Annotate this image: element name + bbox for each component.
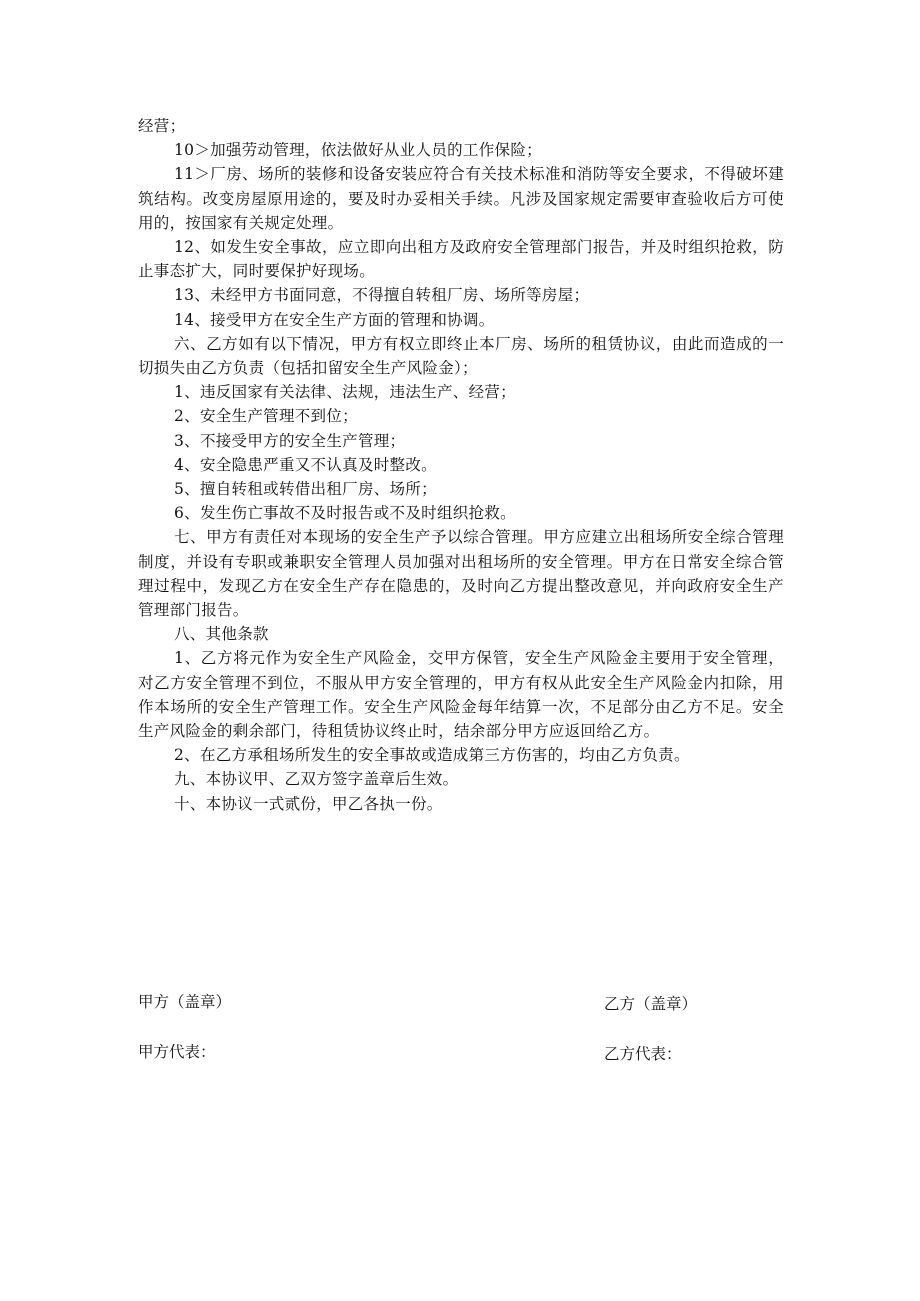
- paragraph-item-11: 11＞厂房、场所的装修和设备安装应符合有关技术标准和消防等安全要求，不得破坏建筑结构。改变房屋原用途的，要及时办妥相关手续。凡涉及国家规定需要审查验收后方可使用的，按国家有关规定处理。: [138, 165, 784, 232]
- paragraph-6-6: 6、发生伤亡事故不及时报告或不及时组织抢救。: [174, 504, 516, 523]
- paragraph-6-3: 3、不接受甲方的安全生产管理；: [174, 431, 406, 450]
- paragraph-continued: 经营；: [138, 117, 186, 135]
- paragraph-6-1: 1、违反国家有关法律、法规，违法生产、经营；: [174, 383, 516, 402]
- paragraph-item-14: 14、接受甲方在安全生产方面的管理和协调。: [174, 310, 495, 329]
- paragraph-section-10: 十、本协议一式贰份，甲乙各执一份。: [174, 794, 443, 813]
- paragraph-section-6: 六、乙方如有以下情况，甲方有权立即终止本厂房、场所的租赁协议，由此而造成的一切损失由乙方负责（包括扣留安全生产风险金）；: [138, 334, 784, 378]
- paragraph-item-12: 12、如发生安全事故，应立即向出租方及政府安全管理部门报告，并及时组织抢救，防止事态扩大，同时要保护好现场。: [138, 238, 784, 281]
- agreement-body: [138, 114, 784, 816]
- paragraph-6-5: 5、擅自转租或转借出租厂房、场所；: [174, 480, 437, 499]
- paragraph-item-10: 10＞加强劳动管理，依法做好从业人员的工作保险；: [174, 141, 542, 160]
- paragraph-6-4: 4、安全隐患严重又不认真及时整改。: [174, 455, 437, 474]
- paragraph-item-13: 13、未经甲方书面同意，不得擅自转租厂房、场所等房屋；: [174, 286, 590, 305]
- party-a-representative-label: 甲方代表：: [138, 1043, 216, 1061]
- paragraph-6-2: 2、安全生产管理不到位；: [174, 407, 358, 426]
- paragraph-section-9: 九、本协议甲、乙双方签字盖章后生效。: [174, 770, 459, 789]
- party-a-seal-label: 甲方（盖章）: [138, 993, 232, 1011]
- paragraph-section-7: 七、甲方有责任对本现场的安全生产予以综合管理。甲方应建立出租场所安全综合管理制度，并设有专职或兼职安全管理人员加强对出租场所的安全管理。甲方在日常安全综合管理过程中，发现乙方在安全生产存在隐患的，及时向乙方提出整改意见，并向政府安全生产管理部门报告。: [138, 528, 784, 620]
- party-b-representative-label: 乙方代表：: [604, 1045, 682, 1063]
- party-b-seal-label: 乙方（盖章）: [604, 995, 698, 1013]
- paragraph-8-2: 2、在乙方承租场所发生的安全事故或造成第三方伤害的，均由乙方负责。: [174, 746, 690, 765]
- paragraph-8-1: 1、乙方将元作为安全生产风险金，交甲方保管，安全生产风险金主要用于安全管理，对乙方安全管理不到位，不服从甲方安全管理的，甲方有权从此安全生产风险金内扣除，用作本场所的安全生产管理工作。安全生产风险金每年结算一次，不足部分由乙方不足。安全生产风险金的剩余部门，待租赁协议终止时，结余部分甲方应返回给乙方。: [138, 649, 784, 741]
- paragraph-section-8: 八、其他条款: [174, 625, 269, 644]
